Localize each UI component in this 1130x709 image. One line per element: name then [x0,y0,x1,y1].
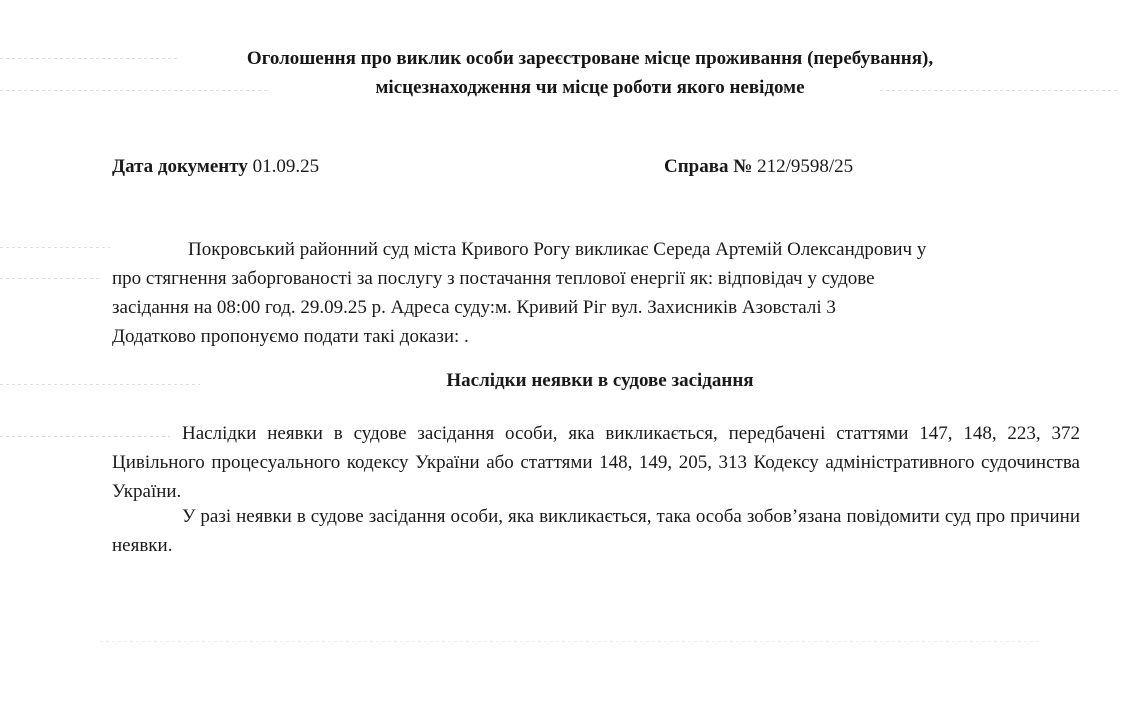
document-title [120,44,1060,102]
case-label: Справа № [664,156,753,177]
case-number [664,155,853,179]
document-date [112,155,319,179]
summons-line-3: засідання на 08:00 год. 29.09.25 р. Адреса суду:м. Кривий Ріг вул. Захисників Азовсталі 3 [112,297,836,318]
scan-artifact [0,278,100,279]
scan-artifact [0,247,110,248]
date-value: 01.09.25 [252,156,320,177]
scan-artifact [100,641,1040,642]
case-value: 212/9598/25 [757,156,854,177]
summons-line-2: про стягнення заборгованості за послугу з постачання теплової енергії як: відповідач у судове [112,268,875,289]
consequences-heading: Наслідки неявки в судове засідання [446,370,754,391]
date-label: Дата документу [112,156,248,177]
notify-paragraph: У разі неявки в судове засідання особи, яка викликається, така особа зобов’язана повідомити суд про причини неявки. [112,506,1080,556]
title-line-2: місцезнаходження чи місце роботи якого невідоме [375,77,805,98]
consequences-paragraph: Наслідки неявки в судове засідання особи, яка викликається, передбачені статтями 147, 148, 223, 372 Цивільного процесуального кодексу України або статтями 148, 149, 205, 313 Кодексу адміністративного судочинства України. [112,423,1080,502]
summons-line-1: Покровський районний суд міста Кривого Рогу викликає Середа Артемій Олександрович у [188,239,927,260]
summons-line-4: Додатково пропонуємо подати такі докази: . [112,326,469,347]
summons-paragraph [112,235,1080,351]
title-line-1: Оголошення про виклик особи зареєстроване місце проживання (перебування), [246,48,934,69]
